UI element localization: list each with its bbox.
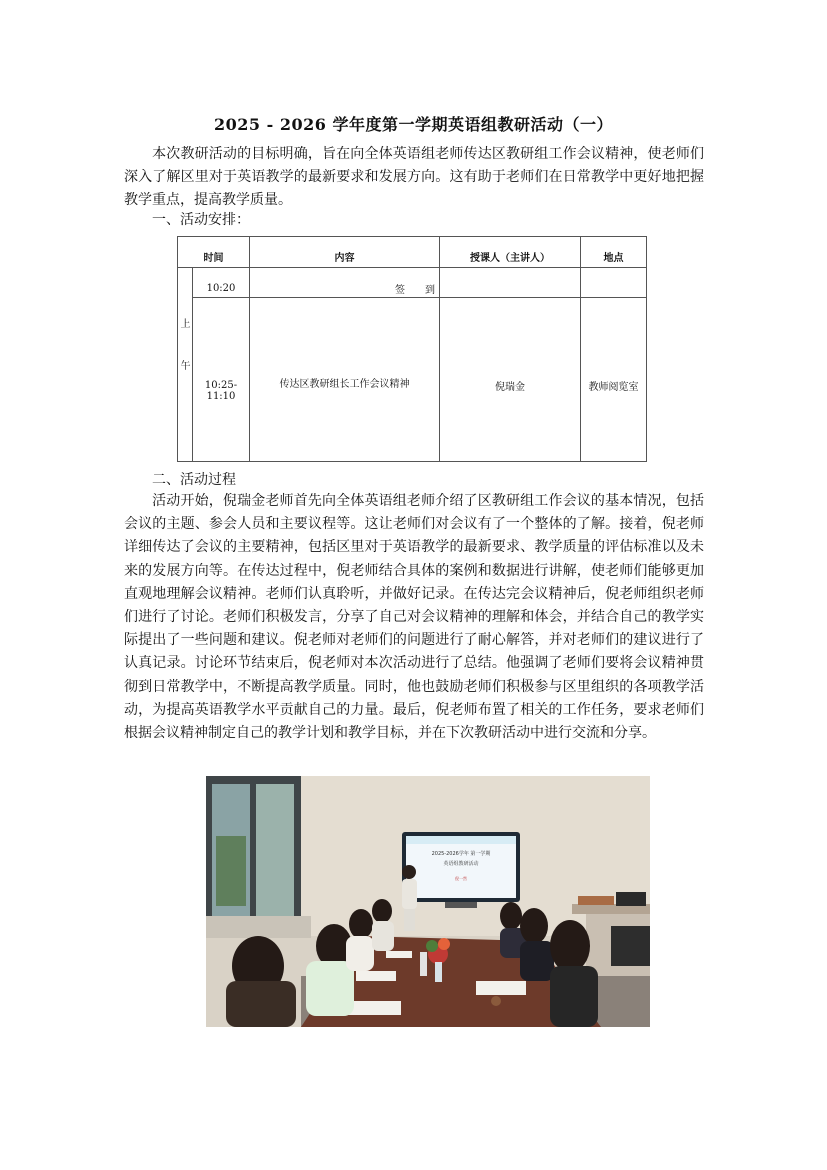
screen-title-line1: 2025-2026学年 第一学期 xyxy=(431,851,491,857)
header-time: 时间 xyxy=(203,253,224,264)
meeting-photo-illustration xyxy=(206,776,650,1027)
row2-speaker: 倪瑞金 xyxy=(495,382,525,393)
page-title: 2025 - 2026 学年度第一学期英语组教研活动（一） xyxy=(214,115,613,134)
screen-presenter: 倪一然 xyxy=(455,876,467,881)
period-label-1: 上 xyxy=(180,319,191,330)
schedule-table xyxy=(177,236,647,462)
intro-text: 本次教研活动的目标明确，旨在向全体英语组老师传达区教研组工作会议精神，使老师们深入了解区里对于英语教学的最新要求和发展方向。这有助于老师们在日常教学中更好地把握教学重点，提高教学质量。 xyxy=(124,146,704,209)
process-paragraph xyxy=(124,490,704,745)
section-heading-process: 二、活动过程 xyxy=(152,472,236,488)
header-place: 地点 xyxy=(603,253,624,264)
header-content: 内容 xyxy=(334,253,355,264)
process-text: 活动开始，倪瑞金老师首先向全体英语组老师介绍了区教研组工作会议的基本情况，包括会议的主题、参会人员和主要议程等。这让老师们对会议有了一个整体的了解。接着，倪老师详细传达了会议的主要精神，包括区里对于英语教学的最新要求、教学质量的评估标准以及未来的发展方向等。在传达过程中，倪老师结合具体的案例和数据进行讲解，使老师们能够更加直观地理解会议精神。老师们认真聆听，并做好记录。在传达完会议精神后，倪老师组织老师们进行了讨论。老师们积极发言，分享了自己对会议精神的理解和体会，并结合自己的教学实际提出了一些问题和建议。倪老师对老师们的问题进行了耐心解答，并对老师们的建议进行了认真记录。讨论环节结束后，倪老师对本次活动进行了总结。他强调了老师们要将会议精神贯彻到日常教学中，不断提高教学质量。同时，他也鼓励老师们积极参与区里组织的各项教学活动，为提高英语教学水平贡献自己的力量。最后，倪老师布置了相关的工作任务，要求老师们根据会议精神制定自己的教学计划和教学目标，并在下次教研活动中进行交流和分享。 xyxy=(124,493,704,742)
intro-paragraph xyxy=(124,143,704,213)
period-label-2: 午 xyxy=(180,361,191,372)
header-speaker: 授课人（主讲人） xyxy=(470,253,550,264)
screen-title-line2: 英语组教研活动 xyxy=(443,861,479,867)
row2-content: 传达区教研组长工作会议精神 xyxy=(279,379,410,390)
row2-time: 10:25-11:10 xyxy=(204,380,238,402)
meeting-photo xyxy=(206,776,650,1027)
row1-content: 签 到 xyxy=(395,285,435,296)
row2-place: 教师阅览室 xyxy=(588,382,639,393)
row1-time: 10:20 xyxy=(206,283,236,294)
section-heading-schedule: 一、活动安排： xyxy=(152,212,250,228)
